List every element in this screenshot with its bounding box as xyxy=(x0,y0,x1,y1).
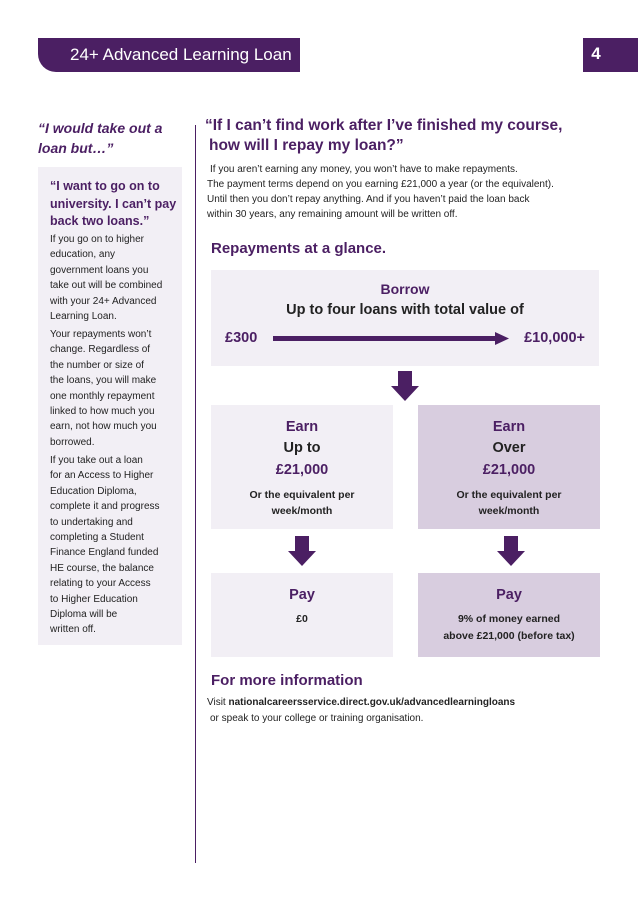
text-line: to undertaking and xyxy=(50,516,133,528)
pay-amount: £0 xyxy=(296,613,308,625)
text-line: take out will be combined xyxy=(50,280,163,292)
text-line: with your 24+ Advanced xyxy=(50,295,157,307)
text-line: Diploma will be xyxy=(50,609,118,621)
range-arrow-icon xyxy=(273,332,509,346)
text-line: within 30 years, any remaining amount will be written off. xyxy=(207,209,458,220)
main-heading xyxy=(205,116,625,156)
text-line: relating to your Access xyxy=(50,578,151,590)
text-line: Education Diploma, xyxy=(50,485,137,497)
earn-note: Or the equivalent per week/month xyxy=(456,489,562,517)
text-line: If you go on to higher xyxy=(50,234,144,245)
page-number: 4 xyxy=(591,44,601,63)
sidebar-paragraph-2 xyxy=(50,327,178,450)
text-line: Until then you don’t repay anything. And if you haven’t paid the loan back xyxy=(207,194,530,205)
down-arrow-icon xyxy=(288,536,316,566)
text-line: government loans you xyxy=(50,264,149,276)
earn-qualifier: Up to xyxy=(283,440,321,456)
sidebar-paragraph-3 xyxy=(50,453,178,638)
borrow-max-amount: £10,000+ xyxy=(524,330,585,346)
text-line: the loans, you will make xyxy=(50,375,157,387)
repayments-heading: Repayments at a glance. xyxy=(211,240,387,257)
text-line: The payment terms depend on you earning £21,000 a year (or the equivalent). xyxy=(207,179,554,190)
earn-title: Earn xyxy=(492,419,526,435)
intro-paragraph xyxy=(207,162,627,222)
text-line: one monthly repayment xyxy=(50,390,155,402)
text-line: earn, not how much you xyxy=(50,421,157,433)
text-line: education, any xyxy=(50,249,116,261)
borrow-title: Borrow xyxy=(380,281,430,297)
heading-line: how will I repay my loan?” xyxy=(209,137,404,154)
sidebar-box xyxy=(38,167,182,645)
pay-zero-panel xyxy=(211,573,393,657)
borrow-subtitle: Up to four loans with total value of xyxy=(286,302,524,318)
down-arrow-icon xyxy=(497,536,525,566)
page-number-box xyxy=(583,38,638,72)
sidebar-quote: “I want to go on to university. I can’t pay back two loans.” xyxy=(50,179,177,228)
visit-prefix: Visit xyxy=(207,697,229,708)
sidebar-paragraph-1 xyxy=(50,232,178,324)
pay-description xyxy=(424,611,594,645)
borrow-min-amount: £300 xyxy=(225,330,258,346)
down-arrow-icon xyxy=(391,371,419,401)
text-line: Your repayments won’t xyxy=(50,329,152,340)
website-link[interactable]: nationalcareersservice.direct.gov.uk/advancedlearningloans xyxy=(228,697,516,708)
column-divider xyxy=(195,125,196,863)
sidebar-heading: “I would take out a loan but…” xyxy=(38,120,163,156)
heading-line: “If I can’t find work after I’ve finished my course, xyxy=(205,117,563,134)
text-line: Finance England funded xyxy=(50,547,159,559)
text-line: above £21,000 (before tax) xyxy=(443,630,575,642)
text-line: to Higher Education xyxy=(50,593,138,605)
text-line: complete it and progress xyxy=(50,501,160,513)
text-line: Learning Loan. xyxy=(50,311,117,323)
text-line: HE course, the balance xyxy=(50,562,154,574)
pay-title: Pay xyxy=(496,587,522,603)
text-line: linked to how much you xyxy=(50,406,155,418)
document-title: 24+ Advanced Learning Loan xyxy=(70,45,292,64)
pay-nine-percent-panel xyxy=(418,573,600,657)
pay-title: Pay xyxy=(289,587,315,603)
earn-over-panel xyxy=(418,405,600,529)
text-line: written off. xyxy=(50,624,96,636)
earn-amount: £21,000 xyxy=(482,462,536,478)
earn-qualifier: Over xyxy=(492,440,526,456)
text-line: If you aren’t earning any money, you won’t have to make repayments. xyxy=(210,164,518,175)
earn-amount: £21,000 xyxy=(275,462,329,478)
earn-note: Or the equivalent per week/month xyxy=(249,489,355,517)
text-line: the number or size of xyxy=(50,359,144,371)
text-line: or speak to your college or training organisation. xyxy=(210,713,424,724)
more-info-heading: For more information xyxy=(211,672,363,689)
text-line: change. Regardless of xyxy=(50,344,151,356)
earn-title: Earn xyxy=(285,419,319,435)
text-line xyxy=(207,695,627,711)
text-line: If you take out a loan xyxy=(50,455,143,466)
earn-up-to-panel xyxy=(211,405,393,529)
text-line: 9% of money earned xyxy=(457,613,561,625)
text-line: for an Access to Higher xyxy=(50,470,154,482)
text-line: completing a Student xyxy=(50,532,144,544)
more-info-paragraph xyxy=(207,695,627,727)
text-line: borrowed. xyxy=(50,436,95,448)
borrow-panel xyxy=(211,270,599,366)
